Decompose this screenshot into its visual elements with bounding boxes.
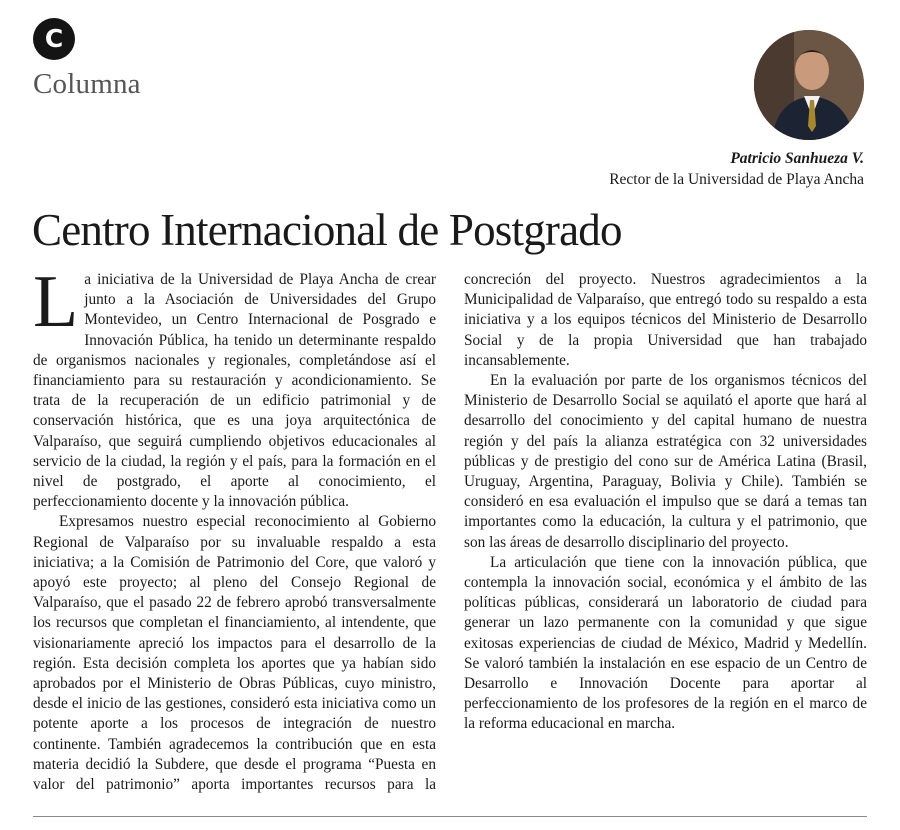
article-paragraph: En la evaluación por parte de los organismos técnicos del Ministerio de Desarrollo Social se aquilató el aporte que hará al desarrollo del conocimiento y del capital humano de nuestra región y del país la alianza estratégica con 32 universidades públicas y de prestigio del cono sur de América Latina (Brasil, Uruguay, Argentina, Paraguay, Bolivia y Chile). También se consideró en esa evaluación el impulso que se dará a temas tan importantes como la educación, la cultura y el patrimonio, que son las áreas de desarrollo disciplinario del proyecto.	[464, 372, 867, 551]
article-paragraph: La articulación que tiene con la innovación pública, que contempla la innovación social, económica y el ámbito de las políticas públicas, considerará un laboratorio de ciudad para generar un lazo permanente con la comunidad y que sigue exitosas experiencias de ciudad de México, Madrid y Medellín. Se valoró también la instalación en ese espacio de un Centro de Desarrollo e Innovación Docente para aportar al perfeccionamiento de los profesores de la región en el marco de la reforma educacional en marcha.	[464, 553, 867, 733]
article-paragraph: Expresamos nuestro especial reconocimiento al Gobierno Regional de Valparaíso por su invaluable respaldo a esta iniciativa; a la Comisión de Patrimonio del Core, que valoró y apoyó este proyecto; al pleno del Consejo Regional de Valparaíso, que el pasado 22 de febrero aprobó transversalmente los recursos que completan el financiamiento, al intendente, que visionariamente apreció los impactos para el desarrollo de la región. Esta decisión completa los aportes que ya habían sido aprobados por el Ministerio de Obras Públicas, cuyo ministro, desde el inicio de las gestiones, consideró esta iniciativa como un potente aporte a los procesos de integración de nuestro continente. También agradecemos la contribución que en esta materia decidió la Subdere, que desde el programa “Puesta en valor del patrimonio” aporta importantes recursos para la concreción del proyecto. Nuestros agradecimientos a la Municipalidad de Valparaíso, que entregó todo su respaldo a esta iniciativa y a los equipos técnicos del Ministerio de Desarrollo Social y de la propia Universidad que han trabajado incansablemente.	[33, 271, 867, 794]
paragraph-text: a iniciativa de la Universidad de Playa Ancha de crear junto a la Asociación de Universidades del Grupo Montevideo, un Centro Internacional de Posgrado e Innovación Pública, ha tenido un determinante respaldo de organismos nacionales y regionales, completándose así el financiamiento para su restauración y acondicionamiento. Se trata de la recuperación de un edificio patrimonial y de conservación histórica, que es una joya arquitectónica de Valparaíso, que seguirá cumpliendo objetivos educacionales al servicio de la ciudad, la región y el país, para la formación en el nivel de postgrado, el aporte al conocimiento, el perfeccionamiento docente y la innovación pública.	[33, 271, 436, 511]
article-paragraph	[33, 261, 436, 512]
author-photo	[754, 30, 864, 140]
author-name: Patricio Sanhueza V.	[730, 150, 864, 167]
bottom-divider	[33, 816, 867, 817]
author-portrait-icon	[754, 30, 864, 140]
section-label: Columna	[33, 68, 141, 100]
author-role: Rector de la Universidad de Playa Ancha	[609, 171, 864, 188]
dropcap-letter: L	[33, 261, 79, 343]
article-body	[33, 261, 867, 810]
section-badge: C	[33, 18, 75, 60]
headline: Centro Internacional de Postgrado	[32, 205, 622, 255]
